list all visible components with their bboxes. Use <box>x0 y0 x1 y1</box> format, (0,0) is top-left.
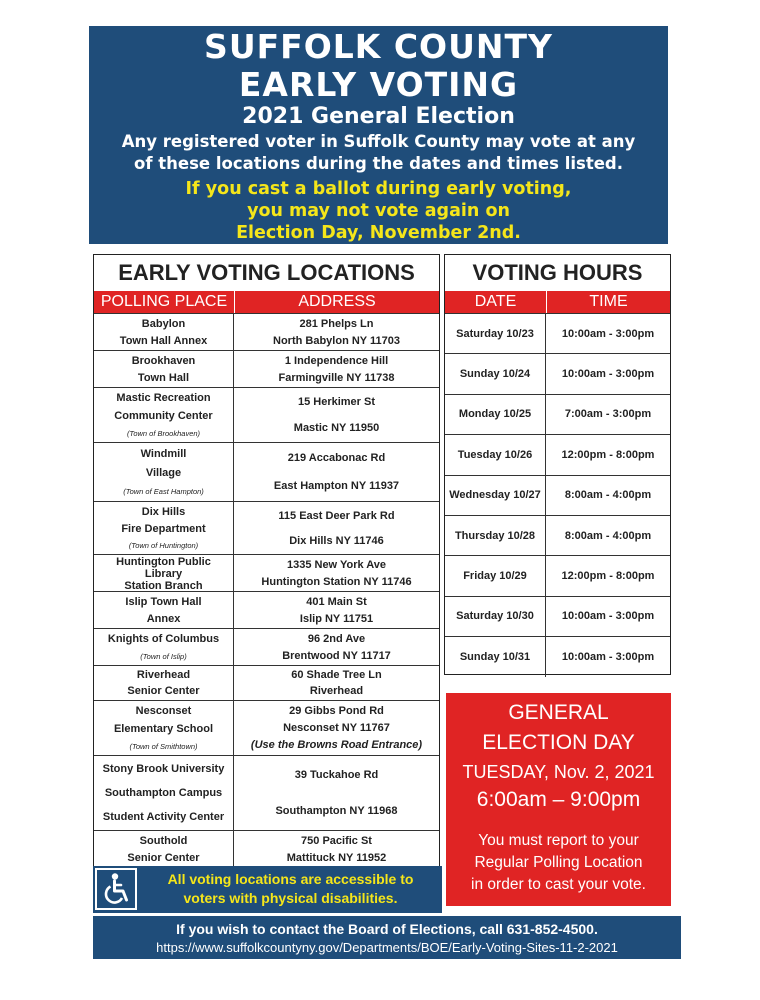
hours-row <box>445 394 670 434</box>
date-header: DATE <box>445 291 547 313</box>
polling-place-name: Nesconset <box>135 705 192 718</box>
polling-place-name: Riverhead <box>136 669 191 681</box>
polling-place-name: Islip Town Hall <box>125 595 202 608</box>
accessibility-line-2: voters with physical disabilities. <box>183 890 398 906</box>
polling-place-name: Dix Hills <box>141 505 186 518</box>
locations-rows <box>94 313 439 867</box>
location-row <box>94 830 439 867</box>
county-title: SUFFOLK COUNTY <box>204 27 553 66</box>
locations-table <box>93 254 440 868</box>
date-cell: Thursday 10/28 <box>445 516 546 555</box>
contact-footer <box>93 916 681 959</box>
wheelchair-icon <box>95 868 137 910</box>
locations-header <box>94 291 439 313</box>
hours-row <box>445 313 670 353</box>
warning-line-1: If you cast a ballot during early voting, <box>185 179 572 199</box>
time-cell: 12:00pm - 8:00pm <box>561 570 655 583</box>
location-row <box>94 387 439 442</box>
entrance-note: (Use the Browns Road Entrance) <box>250 739 423 752</box>
date-cell: Sunday 10/31 <box>445 637 546 676</box>
date-cell: Friday 10/29 <box>445 556 546 595</box>
address-line: Farmingville NY 11738 <box>278 371 395 384</box>
polling-place-name: Annex <box>146 612 181 625</box>
election-day-line-2: ELECTION DAY <box>482 731 635 754</box>
hours-row <box>445 555 670 595</box>
warning-line-2: you may not vote again on <box>247 201 510 221</box>
election-day-hours: 6:00am – 9:00pm <box>476 788 641 811</box>
accessibility-banner <box>93 866 442 913</box>
hours-table <box>444 254 671 675</box>
polling-place-name: Huntington Public Library <box>116 556 211 580</box>
address-cell <box>234 502 439 554</box>
town-note: (Town of Huntington) <box>128 541 199 551</box>
address-line: 115 East Deer Park Rd <box>278 509 395 522</box>
hours-row <box>445 636 670 676</box>
hours-row <box>445 596 670 636</box>
address-cell <box>234 592 439 628</box>
polling-place-name: Southold <box>139 834 188 847</box>
address-line: Dix Hills NY 11746 <box>289 534 384 547</box>
address-line: 1 Independence Hill <box>284 354 389 367</box>
time-cell: 10:00am - 3:00pm <box>561 368 655 381</box>
date-cell: Saturday 10/23 <box>445 314 546 353</box>
polling-place-cell <box>94 629 234 665</box>
locations-title: EARLY VOTING LOCATIONS <box>118 260 415 285</box>
eligibility-line-1: Any registered voter in Suffolk County may vote at any <box>121 132 636 151</box>
election-subtitle: 2021 General Election <box>242 104 515 129</box>
address-header: ADDRESS <box>298 293 376 310</box>
time-cell: 10:00am - 3:00pm <box>561 327 655 340</box>
hours-row <box>445 353 670 393</box>
location-row <box>94 591 439 628</box>
hours-row <box>445 434 670 474</box>
polling-place-cell <box>94 502 234 554</box>
address-cell <box>234 701 439 755</box>
election-day-line-1: GENERAL <box>508 701 609 724</box>
website-link[interactable]: https://www.suffolkcountyny.gov/Departments/BOE/Early-Voting-Sites-11-2-2021 <box>156 940 618 955</box>
time-cell: 7:00am - 3:00pm <box>564 408 652 421</box>
report-notice-line-1: You must report to your <box>478 832 639 849</box>
polling-place-name: Southampton Campus <box>104 787 223 799</box>
polling-place-cell <box>94 756 234 830</box>
polling-place-cell <box>94 701 234 755</box>
hours-rows <box>445 313 670 677</box>
address-cell <box>234 555 439 591</box>
address-line: 96 2nd Ave <box>307 632 366 645</box>
address-cell <box>234 756 439 830</box>
polling-place-header: POLLING PLACE <box>94 291 235 313</box>
town-note: (Town of Brookhaven) <box>126 428 201 438</box>
address-line: Brentwood NY 11717 <box>282 649 391 662</box>
address-line: 1335 New York Ave <box>286 558 387 571</box>
location-row <box>94 313 439 350</box>
polling-place-name: Elementary School <box>113 723 214 736</box>
address-line: 15 Herkimer St <box>297 396 376 408</box>
polling-place-name: Town Hall Annex <box>119 334 208 347</box>
early-voting-title: EARLY VOTING <box>238 65 519 104</box>
location-row <box>94 700 439 755</box>
polling-place-cell <box>94 388 234 442</box>
polling-place-name: Stony Brook University <box>102 763 225 775</box>
address-line: 401 Main St <box>306 595 367 608</box>
town-note: (Town of Islip) <box>140 651 187 661</box>
address-cell <box>234 443 439 501</box>
polling-place-name: Fire Department <box>121 523 206 536</box>
polling-place-name: Babylon <box>141 317 186 330</box>
address-line: 39 Tuckahoe Rd <box>294 769 379 781</box>
hours-header <box>445 291 670 313</box>
title-banner <box>89 26 668 244</box>
time-header: TIME <box>589 293 628 310</box>
polling-place-name: Community Center <box>114 410 213 423</box>
address-line: 281 Phelps Ln <box>299 317 374 330</box>
time-cell: 10:00am - 3:00pm <box>561 610 655 623</box>
report-notice-line-3: in order to cast your vote. <box>471 876 646 893</box>
address-cell <box>234 351 439 387</box>
date-cell: Sunday 10/24 <box>445 354 546 393</box>
accessibility-message <box>143 870 438 908</box>
polling-place-name: Senior Center <box>127 851 200 864</box>
town-note: (Town of Smithtown) <box>129 741 198 751</box>
address-cell <box>234 314 439 350</box>
election-day-box <box>446 693 671 906</box>
polling-place-cell <box>94 592 234 628</box>
polling-place-name: Student Activity Center <box>102 811 225 823</box>
address-line: 60 Shade Tree Ln <box>291 669 382 681</box>
accessibility-line-1: All voting locations are accessible to <box>167 871 414 887</box>
location-row <box>94 350 439 387</box>
polling-place-cell <box>94 314 234 350</box>
time-cell: 8:00am - 4:00pm <box>564 489 652 502</box>
date-cell: Monday 10/25 <box>445 395 546 434</box>
location-row <box>94 628 439 665</box>
time-cell: 12:00pm - 8:00pm <box>561 448 655 461</box>
date-cell: Tuesday 10/26 <box>445 435 546 474</box>
address-line: North Babylon NY 11703 <box>273 334 400 347</box>
contact-text: If you wish to contact the Board of Elections, call 631-852-4500. <box>176 921 598 937</box>
address-line: Southampton NY 11968 <box>275 805 398 817</box>
address-line: Mattituck NY 11952 <box>286 851 387 864</box>
address-cell <box>234 831 439 867</box>
report-notice-line-2: Regular Polling Location <box>474 854 643 871</box>
polling-place-name: Knights of Columbus <box>107 633 220 646</box>
address-line: 29 Gibbs Pond Rd <box>289 704 384 717</box>
time-cell: 8:00am - 4:00pm <box>564 529 652 542</box>
polling-place-name: Station Branch <box>124 580 203 592</box>
address-line: Islip NY 11751 <box>299 612 374 625</box>
polling-place-name: Mastic Recreation <box>116 392 211 405</box>
location-row <box>94 501 439 554</box>
eligibility-line-2: of these locations during the dates and times listed. <box>134 154 623 173</box>
polling-place-cell <box>94 831 234 867</box>
polling-place-cell <box>94 666 234 700</box>
address-line: Huntington Station NY 11746 <box>261 575 412 588</box>
polling-place-cell <box>94 443 234 501</box>
polling-place-name: Windmill <box>140 447 187 460</box>
location-row <box>94 442 439 501</box>
address-cell <box>234 629 439 665</box>
address-line: East Hampton NY 11937 <box>273 480 400 492</box>
address-cell <box>234 388 439 442</box>
address-line: 219 Accabonac Rd <box>287 452 386 464</box>
polling-place-name: Town Hall <box>137 371 190 384</box>
polling-place-name: Brookhaven <box>131 354 196 367</box>
polling-place-name: Village <box>145 467 182 480</box>
polling-place-name: Senior Center <box>127 685 200 697</box>
date-cell: Wednesday 10/27 <box>445 476 546 515</box>
polling-place-cell <box>94 351 234 387</box>
address-line: 750 Pacific St <box>301 834 372 847</box>
address-cell <box>234 666 439 700</box>
report-notice <box>446 830 671 896</box>
date-cell: Saturday 10/30 <box>445 597 546 636</box>
hours-row <box>445 515 670 555</box>
address-line: Nesconset NY 11767 <box>283 721 390 734</box>
election-day-date: TUESDAY, Nov. 2, 2021 <box>462 762 655 782</box>
polling-place-cell <box>94 555 234 591</box>
town-note: (Town of East Hampton) <box>123 487 204 497</box>
warning-line-3: Election Day, November 2nd. <box>236 223 521 243</box>
address-line: Mastic NY 11950 <box>293 422 380 434</box>
time-cell: 10:00am - 3:00pm <box>561 650 655 663</box>
hours-title: VOTING HOURS <box>472 260 643 285</box>
hours-row <box>445 475 670 515</box>
location-row <box>94 755 439 830</box>
location-row <box>94 665 439 700</box>
location-row <box>94 554 439 591</box>
address-line: Riverhead <box>309 685 364 697</box>
